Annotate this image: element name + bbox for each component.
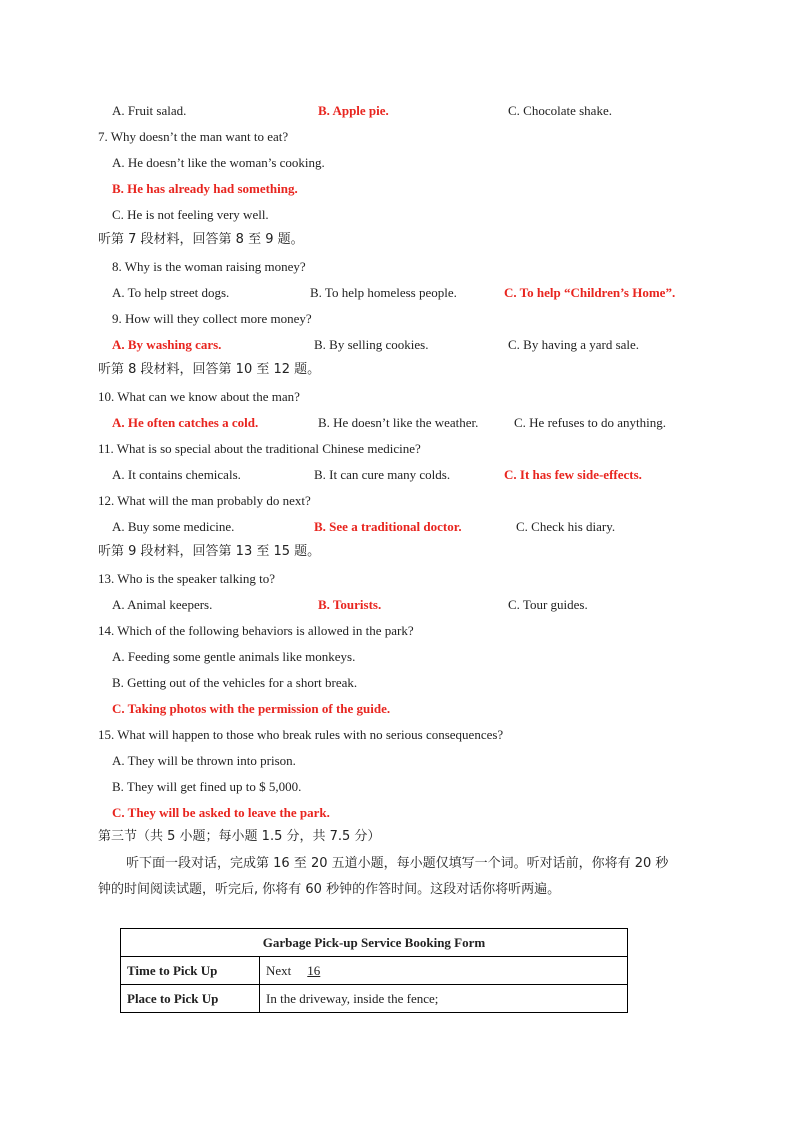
q9-stem: 9. How will they collect more money? bbox=[112, 311, 312, 326]
q10-stem: 10. What can we know about the man? bbox=[98, 389, 300, 404]
q12-option-c: C. Check his diary. bbox=[516, 519, 616, 534]
q7-option-c: C. He is not feeling very well. bbox=[112, 207, 269, 222]
q10-option-c: C. He refuses to do anything. bbox=[514, 415, 667, 430]
place-to-pick-up-label: Place to Pick Up bbox=[121, 985, 260, 1013]
q8-option-a: A. To help street dogs. bbox=[112, 285, 230, 300]
q10-option-a-answer: A. He often catches a cold. bbox=[112, 415, 259, 430]
answer-blank-16: 16 bbox=[307, 962, 321, 978]
form-title: Garbage Pick-up Service Booking Form bbox=[121, 929, 628, 957]
booking-form-table bbox=[120, 928, 628, 1013]
q13-option-c: C. Tour guides. bbox=[508, 597, 588, 612]
q13-option-b-answer: B. Tourists. bbox=[318, 597, 382, 612]
q7-stem: 7. Why doesn’t the man want to eat? bbox=[98, 129, 289, 144]
part3-instruction-line1: 听下面一段对话，完成第 16 至 20 五道小题，每小题仅填写一个词。听对话前，你将有 20 秒 bbox=[126, 856, 669, 871]
time-to-pick-up-cell bbox=[260, 957, 628, 985]
q13-option-a: A. Animal keepers. bbox=[112, 597, 213, 612]
q9-option-a-answer: A. By washing cars. bbox=[112, 337, 222, 352]
part3-heading: 第三节（共 5 小题；每小题 1.5 分，共 7.5 分） bbox=[98, 829, 381, 844]
place-to-pick-up-value: In the driveway, inside the fence; bbox=[260, 985, 628, 1013]
q12-option-a: A. Buy some medicine. bbox=[112, 519, 235, 534]
q15-stem: 15. What will happen to those who break rules with no serious consequences? bbox=[98, 727, 504, 742]
q7-option-a: A. He doesn’t like the woman’s cooking. bbox=[112, 155, 325, 170]
q8-option-c-answer: C. To help “Children’s Home”. bbox=[504, 285, 676, 300]
q12-stem: 12. What will the man probably do next? bbox=[98, 493, 311, 508]
q14-option-b: B. Getting out of the vehicles for a short break. bbox=[112, 675, 358, 690]
q6-option-b-answer: B. Apple pie. bbox=[318, 103, 389, 118]
time-to-pick-up-label: Time to Pick Up bbox=[121, 957, 260, 985]
q9-option-b: B. By selling cookies. bbox=[314, 337, 429, 352]
q8-stem: 8. Why is the woman raising money? bbox=[112, 259, 306, 274]
q14-option-a: A. Feeding some gentle animals like monkeys. bbox=[112, 649, 356, 664]
q11-option-b: B. It can cure many colds. bbox=[314, 467, 451, 482]
q15-option-b: B. They will get fined up to $ 5,000. bbox=[112, 779, 302, 794]
time-prefix: Next bbox=[266, 962, 292, 978]
q11-option-c-answer: C. It has few side-effects. bbox=[504, 467, 642, 482]
section-8-instruction: 听第 8 段材料，回答第 10 至 12 题。 bbox=[98, 362, 321, 377]
q11-option-a: A. It contains chemicals. bbox=[112, 467, 241, 482]
q14-stem: 14. Which of the following behaviors is allowed in the park? bbox=[98, 623, 414, 638]
part3-instruction-line2: 钟的时间阅读试题，听完后, 你将有 60 秒钟的作答时间。这段对话你将听两遍。 bbox=[98, 882, 561, 897]
q13-stem: 13. Who is the speaker talking to? bbox=[98, 571, 276, 586]
q6-option-a: A. Fruit salad. bbox=[112, 103, 187, 118]
q9-option-c: C. By having a yard sale. bbox=[508, 337, 640, 352]
q14-option-c-answer: C. Taking photos with the permission of the guide. bbox=[112, 701, 391, 716]
section-7-instruction: 听第 7 段材料，回答第 8 至 9 题。 bbox=[98, 232, 304, 247]
q7-option-b-answer: B. He has already had something. bbox=[112, 181, 298, 196]
section-9-instruction: 听第 9 段材料，回答第 13 至 15 题。 bbox=[98, 544, 321, 559]
q12-option-b-answer: B. See a traditional doctor. bbox=[314, 519, 462, 534]
q15-option-a: A. They will be thrown into prison. bbox=[112, 753, 296, 768]
q11-stem: 11. What is so special about the traditional Chinese medicine? bbox=[98, 441, 421, 456]
q6-option-c: C. Chocolate shake. bbox=[508, 103, 612, 118]
q10-option-b: B. He doesn’t like the weather. bbox=[318, 415, 479, 430]
q15-option-c-answer: C. They will be asked to leave the park. bbox=[112, 805, 330, 820]
q8-option-b: B. To help homeless people. bbox=[310, 285, 457, 300]
